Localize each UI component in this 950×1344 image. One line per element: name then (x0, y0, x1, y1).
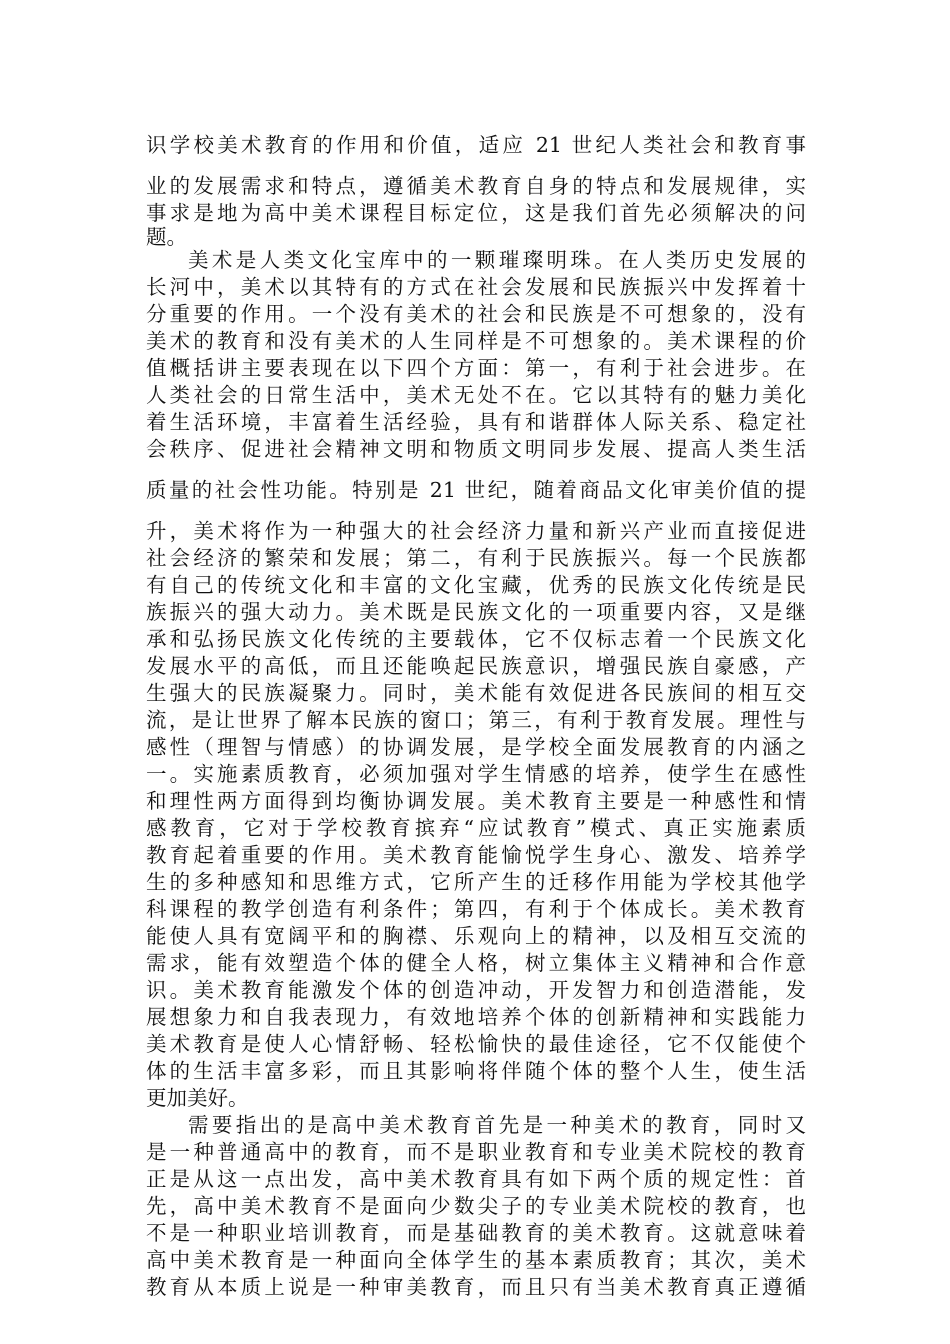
text-line: 值概括讲主要表现在以下四个方面：第一，有利于社会进步。在 (146, 356, 806, 380)
paragraph-1 (146, 132, 806, 247)
text-line: 科课程的教学创造有利条件；第四，有利于个体成长。美术教育 (146, 897, 806, 921)
text-line: 美术教育是使人心情舒畅、轻松愉快的最佳途径，它不仅能使个 (146, 1032, 806, 1056)
text-line: 识学校美术教育的作用和价值，适应 21 世纪人类社会和教育事 (146, 133, 806, 157)
text-line: 人类社会的日常生活中，美术无处不在。它以其特有的魅力美化 (146, 383, 806, 407)
text-line: 生强大的民族凝聚力。同时，美术能有效促进各民族间的相互交 (146, 681, 806, 705)
text-line: 更加美好。 (146, 1086, 249, 1110)
text-line: 需要指出的是高中美术教育首先是一种美术的教育，同时又 (188, 1113, 806, 1137)
text-line: 教育从本质上说是一种审美教育，而且只有当美术教育真正遵循 (146, 1275, 806, 1299)
text-line: 生的多种感知和思维方式，它所产生的迁移作用能为学校其他学 (146, 870, 806, 894)
text-line: 美术的教育和没有美术的人生同样是不可想象的。美术课程的价 (146, 329, 806, 353)
text-line: 分重要的作用。一个没有美术的社会和民族是不可想象的，没有 (146, 302, 806, 326)
text-line: 和理性两方面得到均衡协调发展。美术教育主要是一种感性和情 (146, 789, 806, 813)
paragraph-3 (146, 1112, 806, 1301)
text-line: 高中美术教育是一种面向全体学生的基本素质教育；其次，美术 (146, 1248, 806, 1272)
text-line: 流，是让世界了解本民族的窗口；第三，有利于教育发展。理性与 (146, 708, 806, 732)
text-line: 题。 (146, 225, 187, 249)
text-line: 社会经济的繁荣和发展；第二，有利于民族振兴。每一个民族都 (146, 546, 806, 570)
text-line: 升，美术将作为一种强大的社会经济力量和新兴产业而直接促进 (146, 519, 806, 543)
text-line: 质量的社会性功能。特别是 21 世纪，随着商品文化审美价值的提 (146, 478, 806, 502)
text-line: 不是一种职业培训教育，而是基础教育的美术教育。这就意味着 (146, 1221, 806, 1245)
text-line: 感教育，它对于学校教育摈弃“应试教育”模式、真正实施素质 (146, 816, 806, 840)
text-line: 长河中，美术以其特有的方式在社会发展和民族振兴中发挥着十 (146, 275, 806, 299)
text-line: 体的生活丰富多彩，而且其影响将伴随个体的整个人生，使生活 (146, 1059, 806, 1083)
text-line: 着生活环境，丰富着生活经验，具有和谐群体人际关系、稳定社 (146, 410, 806, 434)
text-line: 承和弘扬民族文化传统的主要载体，它不仅标志着一个民族文化 (146, 627, 806, 651)
text-line: 会秩序、促进社会精神文明和物质文明同步发展、提高人类生活 (146, 437, 806, 461)
text-line: 是一种普通高中的教育，而不是职业教育和专业美术院校的教育 (146, 1140, 806, 1164)
text-line: 需求，能有效塑造个体的健全人格，树立集体主义精神和合作意 (146, 951, 806, 975)
text-line: 能使人具有宽阔平和的胸襟、乐观向上的精神，以及相互交流的 (146, 924, 806, 948)
document-body (146, 132, 806, 1301)
text-line: 展想象力和自我表现力，有效地培养个体的创新精神和实践能力 (146, 1005, 806, 1029)
text-line: 事求是地为高中美术课程目标定位，这是我们首先必须解决的问 (146, 201, 806, 225)
text-line: 发展水平的高低，而且还能唤起民族意识，增强民族自豪感，产 (146, 654, 806, 678)
text-line: 美术是人类文化宝库中的一颗璀璨明珠。在人类历史发展的 (188, 248, 806, 272)
text-line: 感性（理智与情感）的协调发展，是学校全面发展教育的内涵之 (146, 735, 806, 759)
text-line: 有自己的传统文化和丰富的文化宝藏，优秀的民族文化传统是民 (146, 573, 806, 597)
text-line: 业的发展需求和特点，遵循美术教育自身的特点和发展规律，实 (146, 174, 806, 198)
text-line: 先，高中美术教育不是面向少数尖子的专业美术院校的教育，也 (146, 1194, 806, 1218)
text-line: 正是从这一点出发，高中美术教育具有如下两个质的规定性：首 (146, 1167, 806, 1191)
paragraph-2 (146, 247, 806, 1112)
text-line: 族振兴的强大动力。美术既是民族文化的一项重要内容，又是继 (146, 600, 806, 624)
text-line: 教育起着重要的作用。美术教育能愉悦学生身心、激发、培养学 (146, 843, 806, 867)
text-line: 识。美术教育能激发个体的创造冲动，开发智力和创造潜能，发 (146, 978, 806, 1002)
text-line: 一。实施素质教育，必须加强对学生情感的培养，使学生在感性 (146, 762, 806, 786)
